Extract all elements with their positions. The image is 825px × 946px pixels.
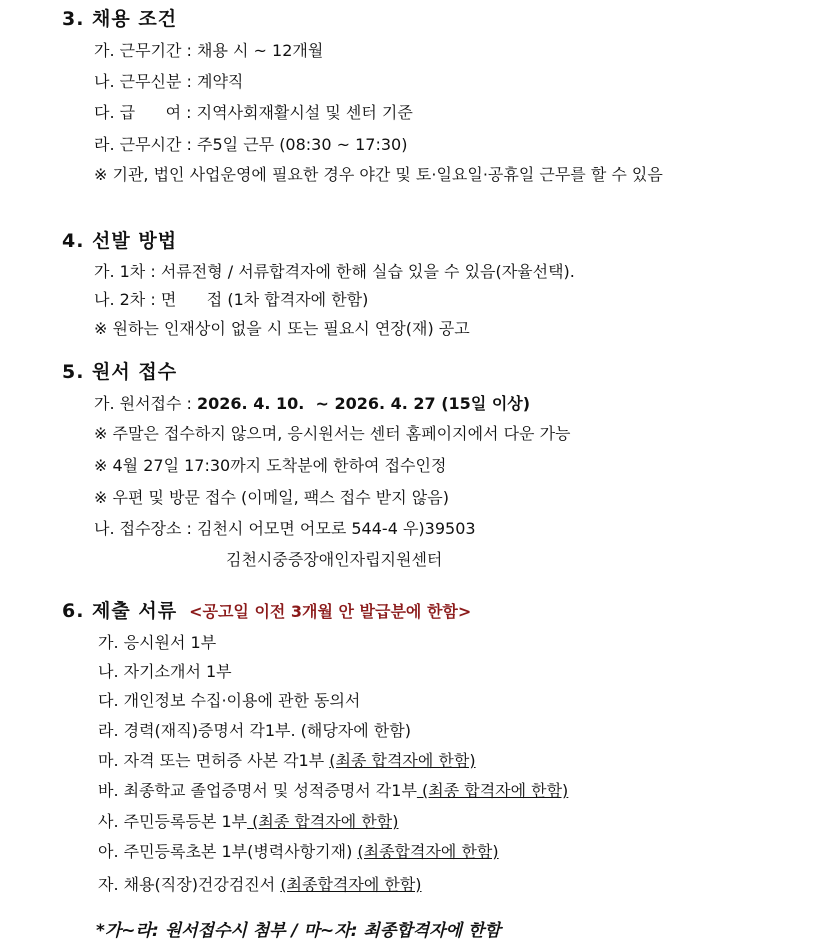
receipt-place: 나. 접수장소 : 김천시 어모면 어모로 544-4 우)39503 <box>94 519 476 538</box>
document-item-text: 아. 주민등록초본 1부(병력사항기재) <box>98 842 358 861</box>
document-item-text: 자. 채용(직장)건강검진서 <box>98 875 281 894</box>
receipt-note-deadline: ※ 4월 27일 17:30까지 도착분에 한하여 접수인정 <box>94 456 447 475</box>
document-item <box>98 839 499 862</box>
receipt-period-line <box>94 391 530 414</box>
condition-salary: 다. 급 여 : 지역사회재활시설 및 센터 기준 <box>94 103 413 122</box>
receipt-place-organization: 김천시중증장애인자립지원센터 <box>226 550 443 569</box>
document-item <box>98 778 568 801</box>
receipt-period-label: 가. 원서접수 : <box>94 394 198 413</box>
required-documents-subtitle: <공고일 이전 3개월 안 발급분에 한함> <box>189 602 472 621</box>
condition-work-status: 나. 근무신분 : 계약직 <box>94 72 244 91</box>
document-item-final-only: (최종합격자에 한함) <box>357 842 499 861</box>
section-title-selection-method: 4. 선발 방법 <box>62 230 178 252</box>
document-item: 가. 응시원서 1부 <box>98 633 217 652</box>
document-item <box>98 809 398 832</box>
selection-second-round: 나. 2차 : 면 접 (1차 합격자에 한함) <box>94 290 369 309</box>
document-item-text: 바. 최종학교 졸업증명서 및 성적증명서 각1부 <box>98 781 417 800</box>
document-item-final-only: (최종 합격자에 한함) <box>329 751 476 770</box>
condition-work-period: 가. 근무기간 : 채용 시 ~ 12개월 <box>94 41 324 60</box>
selection-first-round: 가. 1차 : 서류전형 / 서류합격자에 한해 실습 있을 수 있음(자율선택). <box>94 262 575 281</box>
document-item-text: 마. 자격 또는 면허증 사본 각1부 <box>98 751 330 770</box>
condition-note: ※ 기관, 법인 사업운영에 필요한 경우 야간 및 토·일요일·공휴일 근무를 할 수 있음 <box>94 165 663 184</box>
document-item-text: 사. 주민등록등본 1부 <box>98 812 248 831</box>
document-item-final-only: (최종합격자에 한함) <box>280 875 422 894</box>
document-item <box>98 872 422 895</box>
document-item <box>98 748 476 771</box>
required-documents-title: 6. 제출 서류 <box>62 600 178 622</box>
receipt-note-weekend: ※ 주말은 접수하지 않으며, 응시원서는 센터 홈페이지에서 다운 가능 <box>94 424 571 443</box>
section-title-required-documents <box>62 596 471 623</box>
document-item-final-only: (최종 합격자에 한함) <box>416 781 569 800</box>
document-item: 나. 자기소개서 1부 <box>98 662 232 681</box>
selection-note: ※ 원하는 인재상이 없을 시 또는 필요시 연장(재) 공고 <box>94 319 470 338</box>
section-title-application-receipt: 5. 원서 접수 <box>62 361 178 383</box>
document-item-final-only: (최종 합격자에 한함) <box>247 812 399 831</box>
document-item: 다. 개인정보 수집·이용에 관한 동의서 <box>98 691 361 710</box>
receipt-period-value: 2026. 4. 10. ~ 2026. 4. 27 (15일 이상) <box>197 394 531 413</box>
footnote: *가~라: 원서접수시 첨부 / 마~자: 최종합격자에 한함 <box>96 921 501 941</box>
receipt-note-method: ※ 우편 및 방문 접수 (이메일, 팩스 접수 받지 않음) <box>94 488 449 507</box>
document-item: 라. 경력(재직)증명서 각1부. (해당자에 한함) <box>98 721 411 740</box>
condition-work-hours: 라. 근무시간 : 주5일 근무 (08:30 ~ 17:30) <box>94 135 408 154</box>
section-title-employment-conditions: 3. 채용 조건 <box>62 8 178 30</box>
